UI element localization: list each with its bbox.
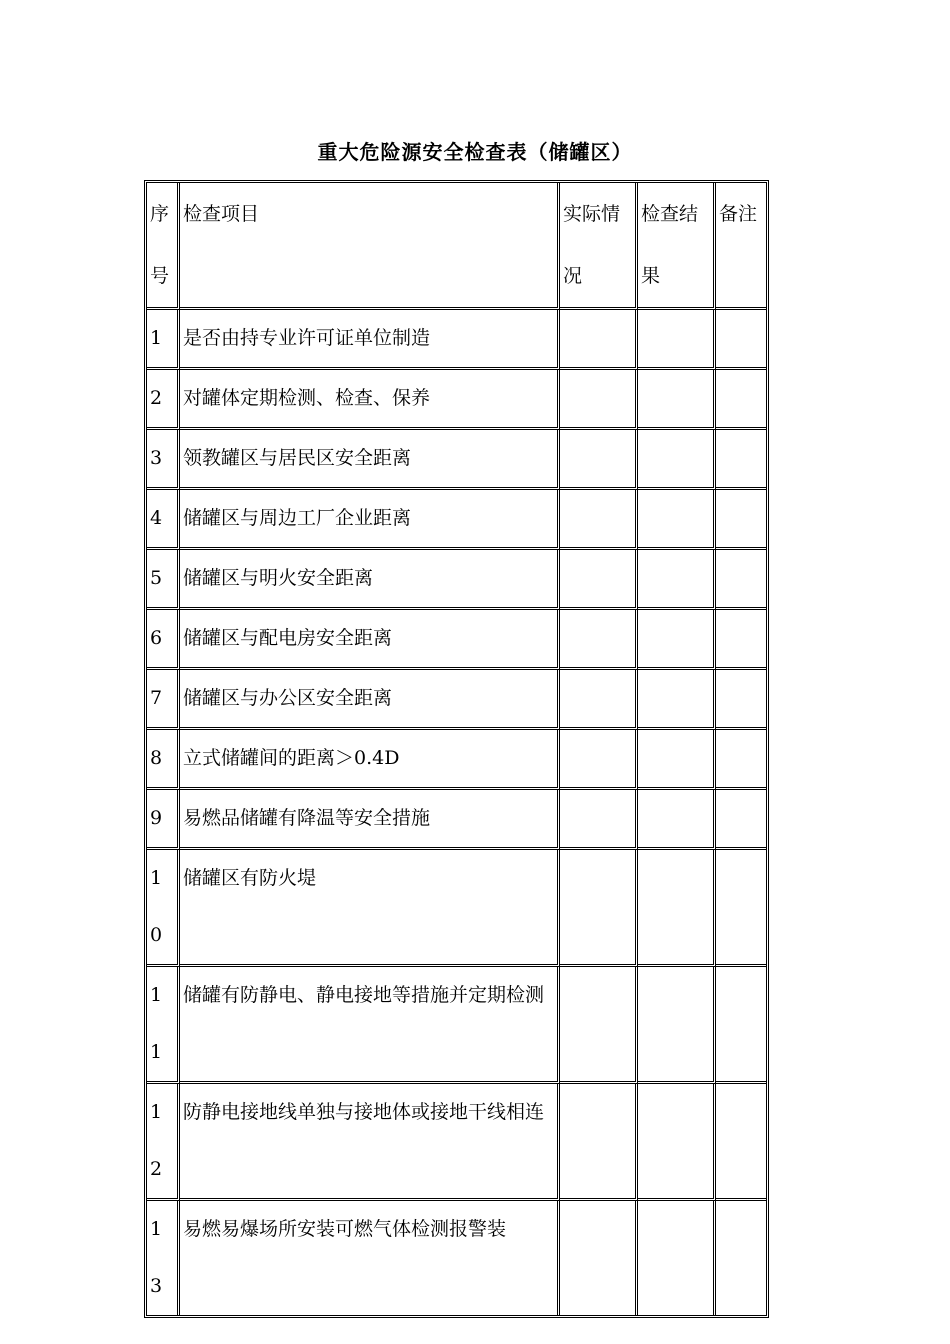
row-number: 12 (147, 1084, 180, 1201)
table-row (147, 430, 766, 490)
row-item: 易燃品储罐有降温等安全措施 (180, 790, 560, 850)
row-item: 储罐区与办公区安全距离 (180, 670, 560, 730)
row-item: 储罐区与配电房安全距离 (180, 610, 560, 670)
row-item: 立式储罐间的距离＞0.4D (180, 730, 560, 790)
row-result-cell[interactable] (638, 1084, 716, 1201)
table-row (147, 670, 766, 730)
table-row (147, 790, 766, 850)
row-item: 是否由持专业许可证单位制造 (180, 310, 560, 370)
row-actual-cell[interactable] (560, 1084, 638, 1201)
row-actual-cell[interactable] (560, 730, 638, 790)
table-row (147, 967, 766, 1084)
table-row (147, 730, 766, 790)
row-actual-cell[interactable] (560, 310, 638, 370)
page-title: 重大危险源安全检查表（储罐区） (317, 140, 633, 164)
row-number: 4 (147, 490, 180, 550)
row-actual-cell[interactable] (560, 550, 638, 610)
inspection-table (144, 180, 769, 1318)
header-remark: 备注 (716, 183, 766, 310)
table-row (147, 1084, 766, 1201)
header-actual: 实际情况 (560, 183, 638, 310)
header-no: 序号 (147, 183, 180, 310)
row-actual-cell[interactable] (560, 1201, 638, 1315)
row-remark-cell[interactable] (716, 670, 766, 730)
inspection-table-wrapper (144, 180, 769, 1318)
row-actual-cell[interactable] (560, 370, 638, 430)
header-item: 检查项目 (180, 183, 560, 310)
row-remark-cell[interactable] (716, 310, 766, 370)
row-remark-cell[interactable] (716, 610, 766, 670)
row-remark-cell[interactable] (716, 730, 766, 790)
row-item: 储罐区与明火安全距离 (180, 550, 560, 610)
row-actual-cell[interactable] (560, 610, 638, 670)
table-row (147, 370, 766, 430)
row-actual-cell[interactable] (560, 850, 638, 967)
row-remark-cell[interactable] (716, 370, 766, 430)
row-actual-cell[interactable] (560, 670, 638, 730)
row-remark-cell[interactable] (716, 967, 766, 1084)
row-item: 领教罐区与居民区安全距离 (180, 430, 560, 490)
row-result-cell[interactable] (638, 967, 716, 1084)
row-number: 8 (147, 730, 180, 790)
row-result-cell[interactable] (638, 790, 716, 850)
row-result-cell[interactable] (638, 310, 716, 370)
row-result-cell[interactable] (638, 490, 716, 550)
row-actual-cell[interactable] (560, 490, 638, 550)
row-item: 储罐区与周边工厂企业距离 (180, 490, 560, 550)
table-header-row (147, 183, 766, 310)
table-row (147, 490, 766, 550)
row-number: 9 (147, 790, 180, 850)
table-row (147, 310, 766, 370)
row-remark-cell[interactable] (716, 550, 766, 610)
row-remark-cell[interactable] (716, 430, 766, 490)
row-number: 13 (147, 1201, 180, 1315)
row-remark-cell[interactable] (716, 850, 766, 967)
row-item: 储罐有防静电、静电接地等措施并定期检测 (180, 967, 560, 1084)
row-number: 1 (147, 310, 180, 370)
row-number: 3 (147, 430, 180, 490)
row-actual-cell[interactable] (560, 967, 638, 1084)
row-item: 易燃易爆场所安装可燃气体检测报警装 (180, 1201, 560, 1315)
row-number: 5 (147, 550, 180, 610)
header-result: 检查结果 (638, 183, 716, 310)
row-result-cell[interactable] (638, 610, 716, 670)
table-row (147, 550, 766, 610)
row-actual-cell[interactable] (560, 430, 638, 490)
row-number: 2 (147, 370, 180, 430)
row-result-cell[interactable] (638, 730, 716, 790)
row-remark-cell[interactable] (716, 490, 766, 550)
row-item: 储罐区有防火堤 (180, 850, 560, 967)
row-result-cell[interactable] (638, 670, 716, 730)
row-item: 防静电接地线单独与接地体或接地干线相连 (180, 1084, 560, 1201)
row-remark-cell[interactable] (716, 1201, 766, 1315)
table-row (147, 1201, 766, 1315)
row-number: 6 (147, 610, 180, 670)
row-actual-cell[interactable] (560, 790, 638, 850)
row-result-cell[interactable] (638, 430, 716, 490)
row-number: 7 (147, 670, 180, 730)
row-remark-cell[interactable] (716, 1084, 766, 1201)
table-row (147, 850, 766, 967)
row-result-cell[interactable] (638, 1201, 716, 1315)
table-row (147, 610, 766, 670)
row-result-cell[interactable] (638, 370, 716, 430)
row-result-cell[interactable] (638, 550, 716, 610)
row-item: 对罐体定期检测、检查、保养 (180, 370, 560, 430)
row-remark-cell[interactable] (716, 790, 766, 850)
row-number: 11 (147, 967, 180, 1084)
row-number: 10 (147, 850, 180, 967)
row-result-cell[interactable] (638, 850, 716, 967)
